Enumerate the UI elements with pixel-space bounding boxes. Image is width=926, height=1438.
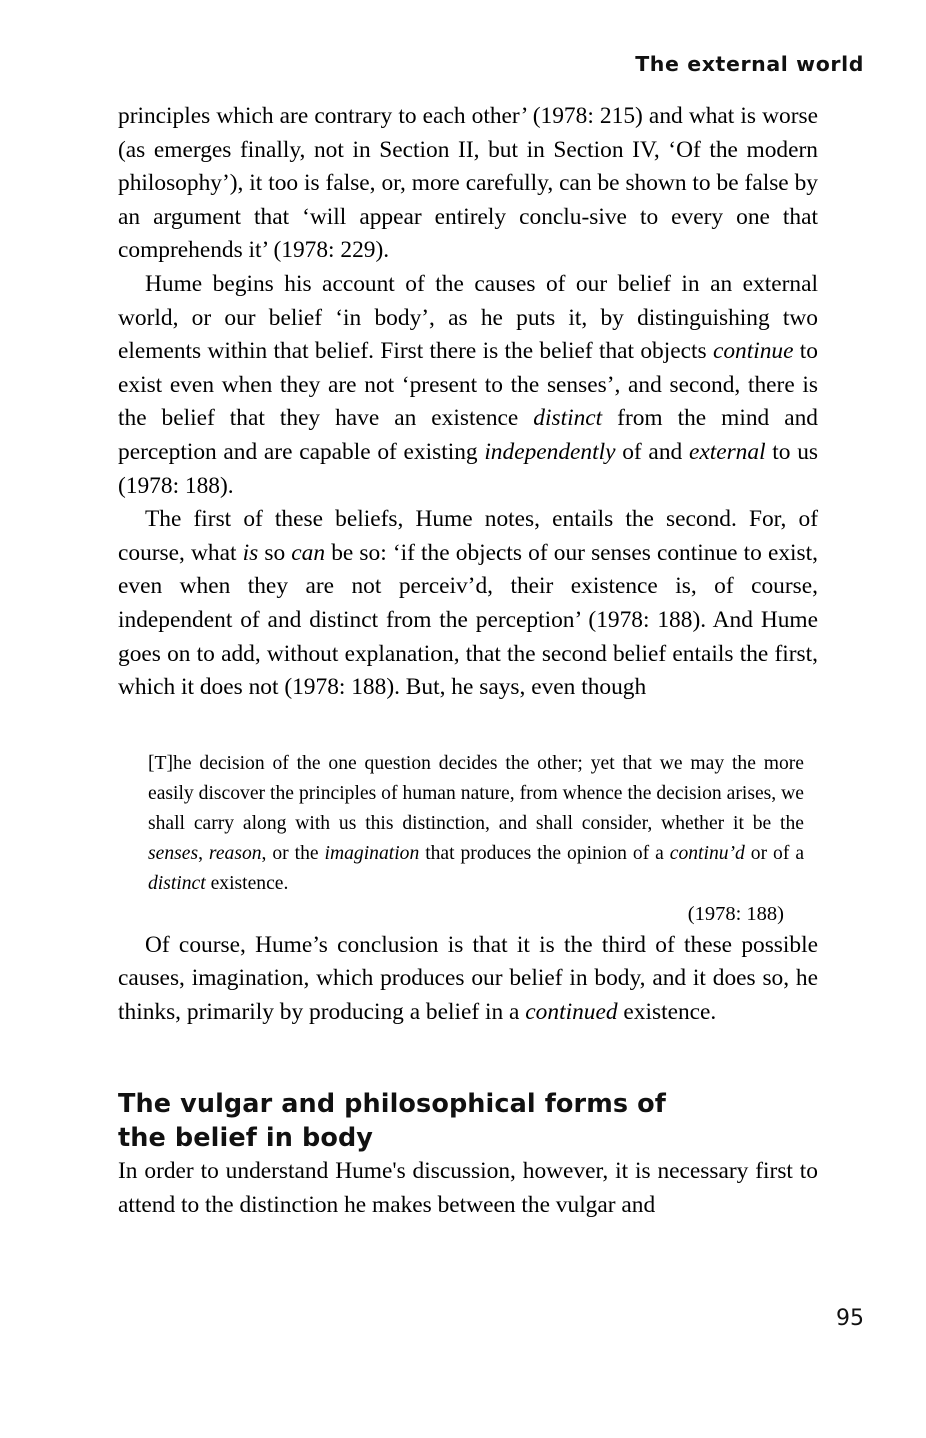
running-head: The external world xyxy=(635,52,864,76)
paragraph-5: In order to understand Hume's discussion, however, it is necessary first to attend to the distinction he makes between the vulgar and xyxy=(118,1158,818,1219)
blockquote-text: [T]he decision of the one question decides the other; yet that we may the more easily discover the principles of human nature, from whence the decision arises, we shall carry along with us this distinction, and shall consider, whether it be the senses, reason, or the imagination that produces the opinion of a continu’d or of a distinct existence. xyxy=(148,752,805,894)
paragraph-4: Of course, Hume’s conclusion is that it is the third of these possible causes, imagination, which produces our belief in body, and it does so, he thinks, primarily by producing a belief in a continued existence. xyxy=(118,931,818,1025)
paragraph-1: principles which are contrary to each other’ (1978: 215) and what is worse (as emerges finally, not in Section II, but in Section IV, ‘Of the modern philosophy’), it too is false, or, more carefully, can be shown to be false by an argument that ‘will appear entirely conclu-sive to every one that comprehends it’ (1978: 229). xyxy=(118,103,818,264)
blockquote-citation: (1978: 188) xyxy=(687,902,784,925)
page-number: 95 xyxy=(836,1306,864,1331)
paragraph-3: The first of these beliefs, Hume notes, entails the second. For, of course, what is so can be so: ‘if the objects of our senses continue to exist, even when they are not perceiv’d, their existence is, of course, independent of and distinct from the perception’ (1978: 188). And Hume goes on to add, without explanation, that the second belief entails the first, which it does not (1978: 188). But, he says, even though xyxy=(118,506,818,701)
blockquote xyxy=(118,749,818,929)
body-text-column xyxy=(118,100,818,1223)
section-heading: The vulgar and philosophical forms of the belief in body xyxy=(118,1089,666,1154)
paragraph-2: Hume begins his account of the causes of our belief in an external world, or our belief ‘in body’, as he puts it, by distinguishing two elements within that belief. First there is the belief that objects continue to exist even when they are not ‘present to the senses’, and second, there is the belief that they have an existence distinct from the mind and perception and are capable of existing independently of and external to us (1978: 188). xyxy=(118,270,819,499)
